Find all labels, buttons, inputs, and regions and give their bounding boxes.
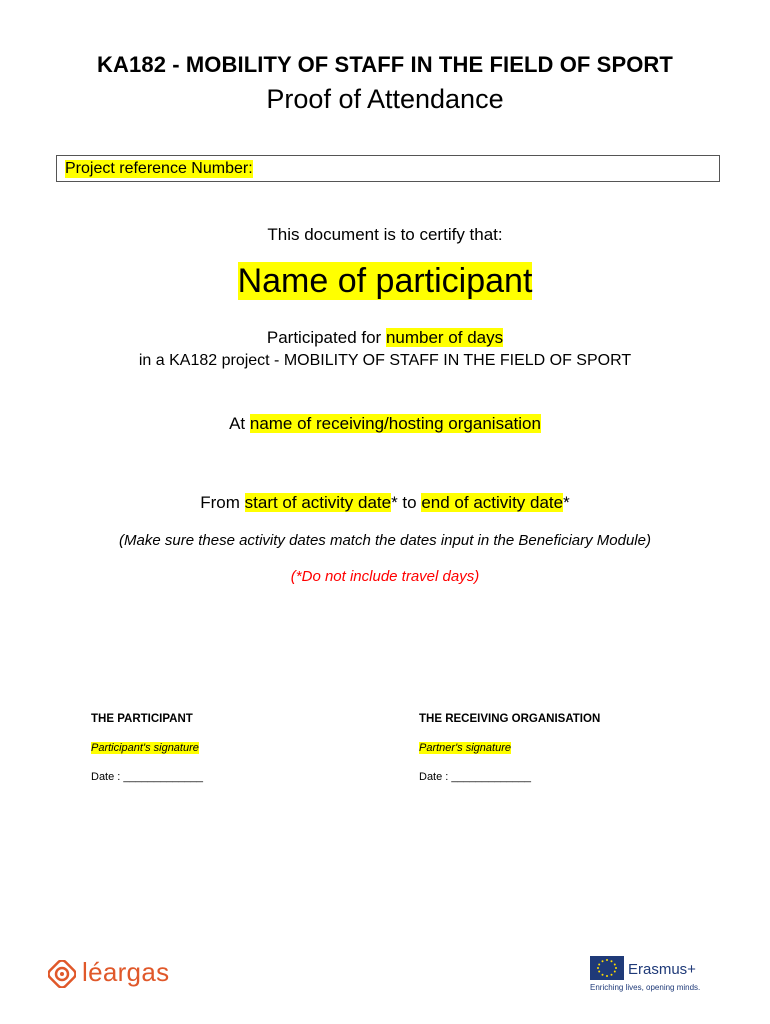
- eu-flag-icon: [590, 956, 624, 980]
- leargas-emblem-icon: [48, 960, 76, 988]
- participated-prefix: Participated for: [266, 328, 386, 347]
- certify-text: This document is to certify that:: [267, 225, 503, 244]
- dates-match-note: (Make sure these activity dates match the dates input in the Beneficiary Module): [119, 532, 651, 549]
- organisation-name: name of receiving/hosting organisation: [249, 414, 541, 433]
- dates-line: [0, 493, 770, 513]
- start-date: start of activity date: [244, 493, 392, 512]
- participant-heading: THE PARTICIPANT: [91, 713, 193, 725]
- organisation-line: [0, 414, 770, 434]
- organisation-date[interactable]: Date : _____________: [419, 771, 531, 783]
- document-subtitle: Proof of Attendance: [266, 84, 504, 114]
- from-prefix: From: [200, 493, 245, 512]
- project-reference-label: Project reference Number:: [65, 160, 253, 177]
- leargas-logo: [48, 957, 170, 994]
- erasmus-logo: [590, 956, 720, 996]
- number-of-days: number of days: [385, 328, 504, 347]
- end-date: end of activity date: [421, 493, 564, 512]
- project-reference-box[interactable]: [56, 155, 720, 182]
- organisation-heading: THE RECEIVING ORGANISATION: [419, 713, 601, 725]
- leargas-wordmark: léargas: [82, 957, 170, 987]
- participant-name-line: [0, 262, 770, 301]
- at-prefix: At: [229, 414, 250, 433]
- participant-name: Name of participant: [237, 262, 533, 300]
- end-asterisk: *: [563, 493, 570, 512]
- to-text: * to: [391, 493, 422, 512]
- participant-date[interactable]: Date : _____________: [91, 771, 203, 783]
- participant-signature[interactable]: Participant's signature: [91, 742, 199, 754]
- project-line: in a KA182 project - MOBILITY OF STAFF IN THE FIELD OF SPORT: [138, 352, 632, 369]
- erasmus-wordmark: Erasmus+: [628, 961, 696, 978]
- travel-days-note: (*Do not include travel days): [290, 568, 480, 585]
- partner-signature[interactable]: Partner's signature: [419, 742, 511, 754]
- document-title: KA182 - MOBILITY OF STAFF IN THE FIELD OF SPORT: [97, 52, 673, 77]
- participated-line: [0, 328, 770, 348]
- erasmus-tagline: Enriching lives, opening minds.: [590, 983, 701, 992]
